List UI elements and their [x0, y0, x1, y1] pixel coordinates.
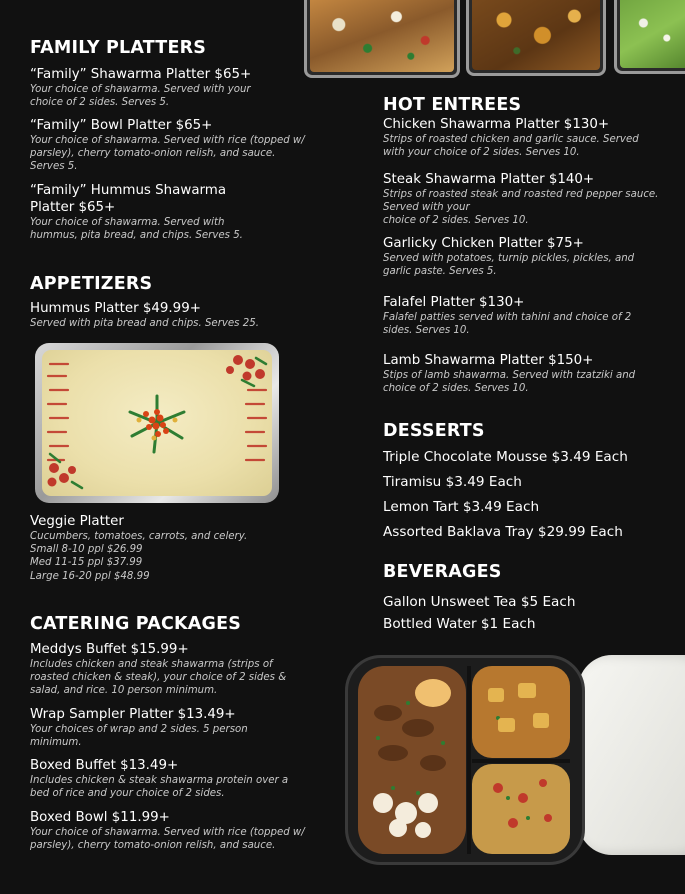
menu-item-title: Lamb Shawarma Platter $150+ — [383, 353, 594, 368]
salad-pan-photo — [614, 0, 685, 74]
beverages-heading: BEVERAGES — [383, 562, 502, 582]
menu-item — [383, 352, 673, 395]
menu-item — [383, 235, 673, 278]
hot-entrees-heading: HOT ENTREES — [383, 95, 522, 115]
menu-item-description: Stips of lamb shawarma. Served with tzatziki and choice of 2 sides. Serves 10. — [383, 370, 636, 395]
menu-item-description: Includes chicken & steak shawarma protein over a bed of rice and your choice of 2 sides. — [30, 775, 289, 800]
menu-item-title: “Family” Bowl Platter $65+ — [30, 118, 213, 133]
size-option: Large 16-20 ppl $48.99 — [30, 570, 150, 582]
menu-item-description: Served with pita bread and chips. Serves 25. — [30, 318, 259, 329]
menu-item-title: Hummus Platter $49.99+ — [30, 301, 201, 316]
rice-pan-photo — [304, 0, 460, 78]
menu-item — [30, 66, 310, 109]
menu-item-description: Cucumbers, tomatoes, carrots, and celery. — [30, 531, 248, 542]
menu-item-description: Strips of roasted steak and roasted red pepper sauce. Served with your — [383, 189, 659, 214]
menu-item — [30, 757, 320, 800]
menu-item-description: Your choices of wrap and 2 sides. 5 person minimum. — [30, 724, 248, 749]
container-lid-photo — [578, 655, 685, 855]
size-option: Med 11-15 ppl $37.99 — [30, 557, 143, 569]
menu-item-title: Boxed Buffet $13.49+ — [30, 758, 179, 773]
menu-item — [30, 706, 320, 749]
menu-item-description: Includes chicken and steak shawarma (strips of roasted chicken & steak), your choice of 2 sides & salad, and rice. 10 person minimum. — [30, 659, 287, 697]
menu-item — [30, 641, 320, 698]
menu-item — [383, 116, 673, 159]
menu-item-title: Veggie Platter — [30, 514, 124, 529]
menu-item-title: Chicken Shawarma Platter $130+ — [383, 117, 610, 132]
menu-item-title: Steak Shawarma Platter $140+ — [383, 172, 595, 187]
menu-item-title: Garlicky Chicken Platter $75+ — [383, 236, 584, 251]
catering-packages-heading: CATERING PACKAGES — [30, 614, 242, 634]
desserts-heading: DESSERTS — [383, 421, 485, 441]
menu-item-description: Your choice of shawarma. Served with hummus, pita bread, and chips. Serves 5. — [30, 217, 243, 242]
hummus-platter-photo — [35, 343, 279, 503]
menu-item-title: Falafel Platter $130+ — [383, 295, 525, 310]
size-option: Small 8-10 ppl $26.99 — [30, 544, 143, 556]
menu-item — [30, 182, 310, 242]
menu-item-title: Meddys Buffet $15.99+ — [30, 642, 189, 657]
dessert-item: Lemon Tart $3.49 Each — [383, 499, 540, 515]
menu-item — [383, 294, 673, 337]
menu-item-title: “Family” Hummus Shawarma Platter $65+ — [30, 183, 227, 215]
dessert-item: Assorted Baklava Tray $29.99 Each — [383, 524, 623, 540]
menu-item — [30, 300, 320, 330]
appetizers-heading: APPETIZERS — [30, 274, 153, 294]
menu-item — [30, 117, 310, 174]
menu-item-description: Your choice of shawarma. Served with rice (topped w/ parsley), cherry tomato-onion relish, and sauce. — [30, 827, 305, 852]
beverage-item: Gallon Unsweet Tea $5 Each — [383, 594, 576, 610]
dessert-item: Triple Chocolate Mousse $3.49 Each — [383, 449, 628, 465]
menu-item — [30, 809, 320, 852]
menu-item-title: Boxed Bowl $11.99+ — [30, 810, 170, 825]
menu-item — [30, 513, 320, 583]
family-platters-heading: FAMILY PLATTERS — [30, 38, 207, 58]
menu-item-title: Wrap Sampler Platter $13.49+ — [30, 707, 236, 722]
menu-item-title: “Family” Shawarma Platter $65+ — [30, 67, 252, 82]
potato-pan-photo — [466, 0, 606, 76]
menu-item-description: Your choice of shawarma. Served with rice (topped w/ parsley), cherry tomato-onion relish, and sauce. Serves 5. — [30, 135, 305, 173]
menu-item — [383, 171, 673, 228]
menu-item-description: Your choice of shawarma. Served with your choice of 2 sides. Serves 5. — [30, 84, 251, 109]
menu-item-description: Falafel patties served with tahini and choice of 2 sides. Serves 10. — [383, 312, 632, 337]
boxed-bowl-photo — [345, 655, 585, 865]
beverage-item: Bottled Water $1 Each — [383, 616, 536, 632]
menu-item-description: Strips of roasted chicken and garlic sauce. Served with your choice of 2 sides. Serves 10. — [383, 134, 639, 159]
menu-item-description: Served with potatoes, turnip pickles, pickles, and garlic paste. Serves 5. — [383, 253, 635, 278]
dessert-item: Tiramisu $3.49 Each — [383, 474, 522, 490]
menu-item-description: choice of 2 sides. Serves 10. — [383, 215, 529, 227]
